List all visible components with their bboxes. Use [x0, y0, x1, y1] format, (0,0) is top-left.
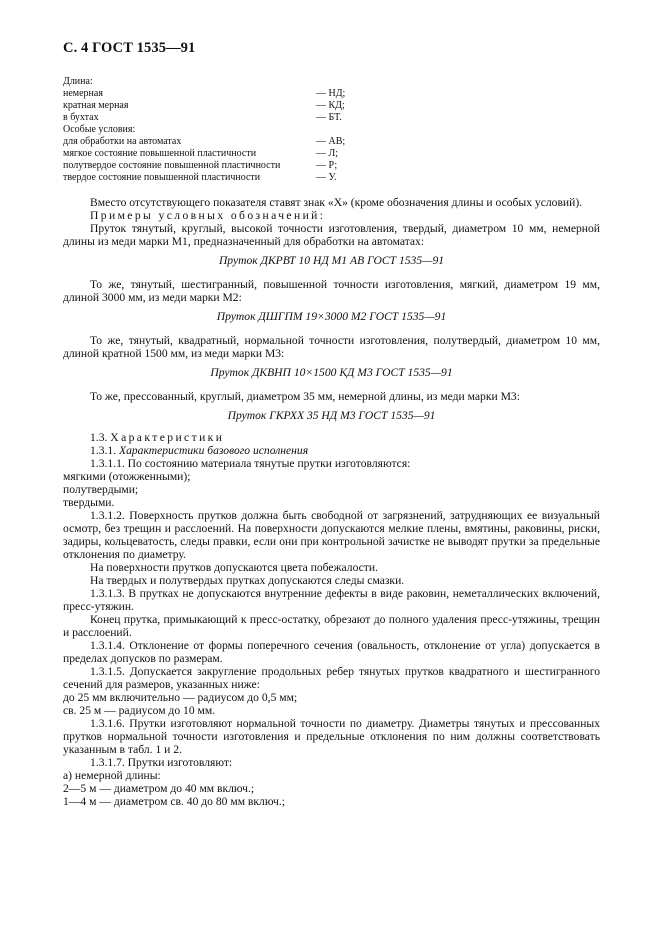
code-value: — Л; [316, 148, 339, 159]
code-value: — КД; [316, 100, 345, 111]
length-title: Длина: [63, 76, 93, 87]
code-label: твердое состояние повышенной пластичности [63, 172, 261, 183]
code-value: — Р; [316, 160, 338, 171]
code-value: — АВ; [316, 136, 346, 147]
list-item: твердыми. [63, 496, 115, 509]
paragraph: На поверхности прутков допускаются цвета побежалости. [90, 561, 378, 574]
code-label: мягкое состояние повышенной пластичности [63, 148, 257, 159]
list-item: 1—4 м — диаметром св. 40 до 80 мм включ.; [63, 795, 285, 808]
clause: 1.3.1.7. Прутки изготовляют: [90, 756, 233, 769]
list-item: мягкими (отожженными); [63, 470, 191, 483]
code-row [63, 160, 383, 172]
paragraph: На твердых и полутвердых прутках допускаются следы смазки. [90, 574, 405, 587]
list-item: 2—5 м — диаметром до 40 мм включ.; [63, 782, 255, 795]
code-label: в бухтах [63, 112, 99, 123]
clause: 1.3.1.1. По состоянию материала тянутые прутки изготовляются: [90, 457, 411, 470]
code-row [63, 112, 383, 124]
clause: 1.3.1.3. В прутках не допускаются внутренние дефекты в виде раковин, неметаллических включений, пресс-утяжин. [63, 587, 600, 613]
page-header: С. 4 ГОСТ 1535—91 [63, 40, 196, 56]
code-row [63, 136, 383, 148]
code-label: немерная [63, 88, 103, 99]
examples-heading: Примеры условных обозначений: [90, 209, 326, 222]
special-title: Особые условия: [63, 124, 136, 135]
designation-codes [63, 76, 383, 184]
example-designation: Пруток ГКРХХ 35 НД М3 ГОСТ 1535—91 [227, 409, 436, 422]
code-value: — БТ. [316, 112, 342, 123]
paragraph: Вместо отсутствующего показателя ставят знак «Х» (кроме обозначения длины и особых условий). [90, 196, 583, 209]
code-value: — НД; [316, 88, 346, 99]
section-number: 1.3. [90, 431, 108, 444]
example-designation: Пруток ДКРВТ 10 НД М1 АВ ГОСТ 1535—91 [218, 254, 445, 267]
example-description: То же, тянутый, шестигранный, повышенной точности изготовления, мягкий, диаметром 19 мм, длиной 3000 мм, из меди марки М2: [63, 278, 600, 304]
code-row [63, 88, 383, 100]
example-designation: Пруток ДШГПМ 19×3000 М2 ГОСТ 1535—91 [216, 310, 447, 323]
subsection-number: 1.3.1. [90, 444, 117, 457]
code-row [63, 100, 383, 112]
clause: 1.3.1.5. Допускается закругление продольных ребер тянутых прутков квадратного и шестигранного сечений для размеров, указанных ниже: [63, 665, 600, 691]
clause: 1.3.1.2. Поверхность прутков должна быть свободной от загрязнений, затрудняющих ее визуальный осмотр, без трещин и расслоений. На поверхности допускаются мелкие плены, вмятины, раковины, риски, задиры, кольцеватость, следы правки, если они при контрольной зачистке не выводят прутки за предельные отклонения по диаметру. [63, 509, 600, 561]
example-description: То же, прессованный, круглый, диаметром 35 мм, немерной длины, из меди марки М3: [90, 390, 520, 403]
example-description: Пруток тянутый, круглый, высокой точности изготовления, твердый, диаметром 10 мм, немерной длины из меди марки М1, предназначенный для обработки на автоматах: [63, 222, 600, 248]
list-item: полутвердыми; [63, 483, 139, 496]
list-item: св. 25 м — радиусом до 10 мм. [63, 704, 216, 717]
code-row [63, 148, 383, 160]
list-item: до 25 мм включительно — радиусом до 0,5 мм; [63, 691, 298, 704]
clause: 1.3.1.4. Отклонение от формы поперечного сечения (овальность, отклонение от угла) допускается в пределах допусков по размерам. [63, 639, 600, 665]
subsection-title: Характеристики базового исполнения [119, 444, 309, 457]
example-designation: Пруток ДКВНП 10×1500 КД М3 ГОСТ 1535—91 [210, 366, 453, 379]
code-label: кратная мерная [63, 100, 129, 111]
code-row [63, 172, 383, 184]
section-heading [63, 431, 600, 444]
subsection-heading [63, 444, 600, 457]
code-label: для обработки на автоматах [63, 136, 182, 147]
example-description: То же, тянутый, квадратный, нормальной точности изготовления, полутвердый, диаметром 10 мм, длиной кратной 1500 мм, из меди марки М3: [63, 334, 600, 360]
code-label: полутвердое состояние повышенной пластичности [63, 160, 281, 171]
code-value: — У. [316, 172, 337, 183]
paragraph: Конец прутка, примыкающий к пресс-остатку, обрезают до полного удаления пресс-утяжины, трещин и расслоений. [63, 613, 600, 639]
list-item: а) немерной длины: [63, 769, 161, 782]
document-body [63, 196, 600, 808]
clause: 1.3.1.6. Прутки изготовляют нормальной точности по диаметру. Диаметры тянутых и прессованных прутков нормальной точности изготовления и предельные отклонения по ним должны соответствовать указанным в табл. 1 и 2. [63, 717, 600, 756]
section-title: Характеристики [110, 431, 225, 444]
